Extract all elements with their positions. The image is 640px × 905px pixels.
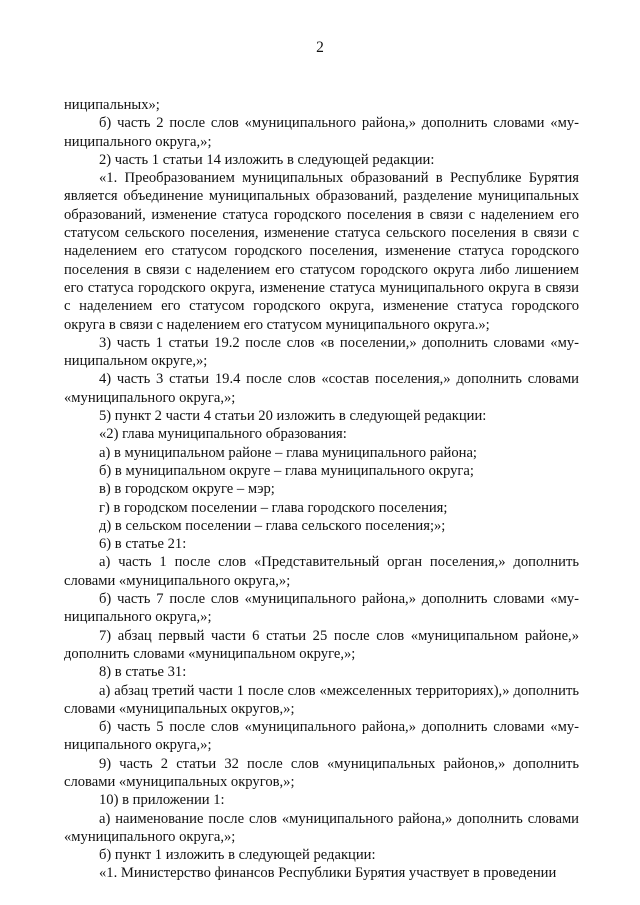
paragraph: «1. Преобразованием муниципальных образований в Республике Бурятия является объединение муниципальных образований, разделение муниципальных образований, изменение статуса городского поселения в связи с наделением его статусом сельского поселения, изменение статуса сельского поселения в связи с наделением его статусом городского поселения, изменение статуса городского поселения в связи с наделением его статусом городского округа либо лишением его статуса городского округа, изменение статуса муниципального округа в связи с наделением его статусом городского округа, изменение статуса городского округа в связи с наделением его статусом муниципального округа.»; (64, 170, 579, 333)
paragraph: 2) часть 1 статьи 14 изложить в следующей редакции: (99, 151, 435, 168)
paragraph: б) часть 2 после слов «муниципального района,» дополнить словами «муниципального округа,»; (64, 115, 579, 150)
paragraph: в) в городском округе – мэр; (99, 481, 275, 498)
paragraph: а) в муниципальном районе – глава муниципального района; (99, 444, 477, 461)
paragraph: 6) в статье 21: (99, 536, 187, 553)
paragraph: 3) часть 1 статьи 19.2 после слов «в поселении,» дополнить словами «муниципальном округе,»; (64, 334, 579, 370)
paragraph: б) пункт 1 изложить в следующей редакции: (99, 847, 376, 864)
paragraph: 8) в статье 31: (99, 664, 187, 681)
paragraph: а) часть 1 после слов «Представительный орган поселения,» дополнить словами «муниципального округа,»; (64, 554, 579, 589)
paragraph: а) абзац третий части 1 после слов «межселенных территориях),» дополнить словами «муниципальных округов,»; (64, 682, 579, 717)
paragraph: ниципальных»; (64, 97, 160, 113)
paragraph: д) в сельском поселении – глава сельского поселения;»; (99, 517, 446, 534)
paragraph: 9) часть 2 статьи 32 после слов «муниципальных районов,» дополнить словами «муниципальных округов,»; (64, 755, 579, 790)
paragraph: 10) в приложении 1: (99, 792, 225, 809)
paragraph: б) в муниципальном округе – глава муниципального округа; (99, 462, 474, 479)
paragraph: б) часть 7 после слов «муниципального района,» дополнить словами «муниципального округа,»; (64, 591, 579, 626)
paragraph: 5) пункт 2 части 4 статьи 20 изложить в следующей редакции: (99, 408, 487, 425)
page-number: 2 (316, 39, 324, 56)
document-body (64, 96, 579, 883)
paragraph: г) в городском поселении – глава городского поселения; (99, 499, 448, 516)
paragraph: «1. Министерство финансов Республики Бурятия участвует в проведении (99, 865, 557, 882)
paragraph: 4) часть 3 статьи 19.4 после слов «состав поселения,» дополнить словами «муниципального округа,»; (64, 371, 579, 406)
paragraph: б) часть 5 после слов «муниципального района,» дополнить словами «муниципального округа,»; (64, 719, 579, 754)
paragraph: а) наименование после слов «муниципального района,» дополнить словами «муниципального округа,»; (64, 810, 579, 845)
paragraph: 7) абзац первый части 6 статьи 25 после слов «муниципальном районе,» дополнить словами «муниципальном округе,»; (64, 627, 579, 662)
paragraph: «2) глава муниципального образования: (99, 426, 347, 443)
